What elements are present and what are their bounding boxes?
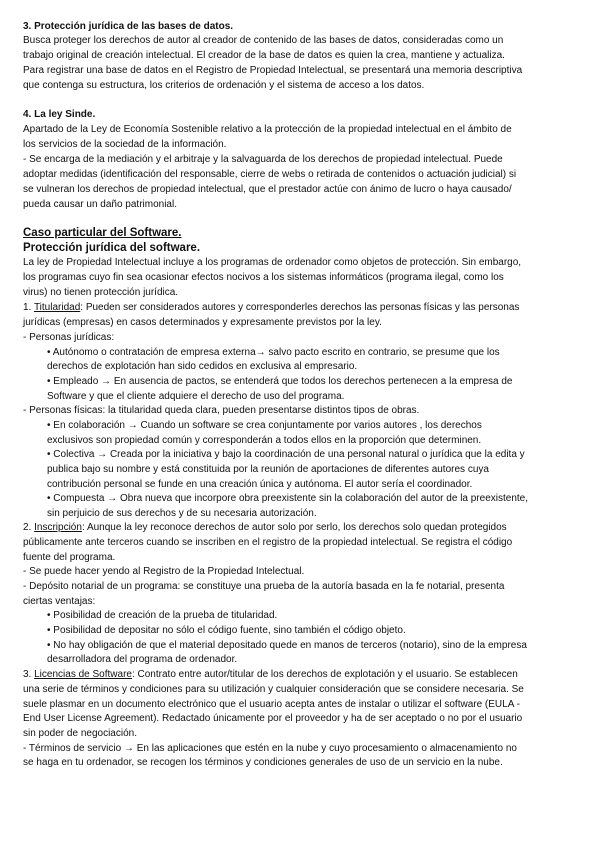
inscripcion-number: 2.: [23, 522, 35, 533]
licencias-line: suele plasmar en un documento electrónico que el usuario acepta antes de instalar o utilizar el software (EULA -: [23, 699, 520, 710]
titularidad-number: 1.: [23, 302, 34, 313]
bullet-autonomo-cont: derechos de explotación han sido cedidos en exclusiva al empresario.: [47, 361, 358, 372]
titularidad-text: : Pueden ser considerados autores y corresponderles derechos las personas físicas y las personas: [80, 302, 520, 313]
section-3-line: que contenga su estructura, los criterios de ordenación y el sistema de acceso a los datos.: [23, 80, 425, 91]
titularidad-line: jurídicas (empresas) en casos determinados y expresamente previstos por la ley.: [23, 317, 382, 328]
section-4-line: pueda causar un daño patrimonial.: [23, 199, 177, 210]
section-4-line: se vulneran los derechos de propiedad intelectual, que el prestador actúe con ánimo de lucro o haya causado/: [23, 184, 512, 195]
licencias-line: End User License Agreement). Redactado únicamente por el proveedor y ha de ser aceptado o no por el usuario: [23, 713, 523, 724]
bullet-obligacion-cont: desarrolladora del programa de ordenador.: [47, 654, 238, 665]
section-3-heading: 3. Protección jurídica de las bases de datos.: [23, 21, 234, 32]
case-title: Caso particular del Software.: [23, 227, 182, 239]
bullet-compuesta-cont: sin perjuicio de sus derechos y de su necesaria autorización.: [47, 508, 317, 519]
inscripcion-term: Inscripción: [34, 522, 82, 533]
section-3-line: Para registrar una base de datos en el Registro de Propiedad Intelectual, se presentará una memoria descriptiva: [23, 65, 523, 76]
personas-juridicas: - Personas jurídicas:: [23, 332, 115, 343]
licencias-term: Licencias de Software: [34, 669, 132, 680]
inscripcion-line: fuente del programa.: [23, 552, 116, 563]
inscripcion-registro: - Se puede hacer yendo al Registro de la Propiedad Intelectual.: [23, 566, 305, 577]
licencias-text: : Contrato entre autor/titular de los derechos de explotación y el usuario. Se establecen: [131, 669, 518, 680]
personas-fisicas: - Personas físicas: la titularidad queda clara, pueden presentarse distintos tipos de obras.: [23, 405, 420, 416]
bullet-prueba: • Posibilidad de creación de la prueba de titularidad.: [47, 610, 278, 621]
inscripcion-deposito: - Depósito notarial de un programa: se constituye una prueba de la autoría basada en la fe notarial, presenta: [23, 581, 505, 592]
terminos-servicio: - Términos de servicio → En las aplicaciones que estén en la nube y cuyo procesamiento o almacenamiento no: [23, 743, 517, 754]
case-intro-line: los programas cuyo fin sea ocasionar efectos nocivos a los sistemas informáticos (programa ilegal, como los: [23, 272, 504, 283]
licencias-line: una serie de términos y condiciones para su utilización y cualquier consideración que se considere necesaria. Se: [23, 684, 524, 695]
case-intro-line: virus) no tienen protección jurídica.: [23, 287, 179, 298]
inscripcion-deposito-cont: ciertas ventajas:: [23, 596, 96, 607]
section-4-line: adoptar medidas (identificación del responsable, cierre de webs o retirada de contenidos o actuación judicial) si: [23, 169, 517, 180]
bullet-empleado: • Empleado → En ausencia de pactos, se entenderá que todos los derechos pertenecen a la empresa de: [47, 376, 513, 387]
section-4-line: Apartado de la Ley de Economía Sostenible relativo a la protección de la propiedad intelectual en el ámbito de: [23, 124, 512, 135]
bullet-codigo: • Posibilidad de depositar no sólo el código fuente, sino también el código objeto.: [47, 625, 406, 636]
bullet-autonomo: • Autónomo o contratación de empresa externa→ salvo pacto escrito en contrario, se presume que los: [47, 347, 500, 358]
section-4-line: los servicios de la sociedad de la información.: [23, 139, 227, 150]
licencias-item: [23, 669, 518, 681]
licencias-line: sin poder de negociación.: [23, 728, 137, 739]
licencias-number: 3.: [23, 669, 35, 680]
bullet-colectiva-cont: publica bajo su nombre y está constituida por la reunión de aportaciones de diferentes autores cuya: [47, 464, 489, 475]
section-4-line: - Se encarga de la mediación y el arbitraje y la salvaguarda de los derechos de propiedad intelectual. Puede: [23, 154, 503, 165]
case-subtitle: Protección jurídica del software.: [23, 242, 201, 254]
bullet-colaboracion: • En colaboración → Cuando un software se crea conjuntamente por varios autores , los derechos: [47, 420, 482, 431]
bullet-colectiva: • Colectiva → Creada por la iniciativa y bajo la coordinación de una personal natural o jurídica que la edita y: [47, 449, 525, 460]
bullet-obligacion: • No hay obligación de que el material depositado quede en manos de terceros (notario), sino de la empresa: [47, 640, 527, 651]
section-3-line: Busca proteger los derechos de autor al creador de contenido de las bases de datos, consideradas como un: [23, 35, 504, 46]
bullet-colectiva-cont: contribución personal se funde en una creación única y autónoma. El autor sería el coordinador.: [47, 479, 473, 490]
inscripcion-item: [23, 522, 507, 534]
terminos-servicio-cont: se haga en tu ordenador, se recogen los términos y condiciones generales de uso de un servicio en la nube.: [23, 757, 503, 768]
inscripcion-text: : Aunque la ley reconoce derechos de autor solo por serlo, los derechos solo quedan protegidos: [81, 522, 507, 533]
section-3-line: trabajo original de creación intelectual. El creador de la base de datos es quien la crea, mantiene y actualiza.: [23, 50, 505, 61]
bullet-empleado-cont: Software y que el cliente adquiere el derecho de uso del programa.: [47, 391, 345, 402]
case-intro-line: La ley de Propiedad Intelectual incluye a los programas de ordenador como objetos de protección. Sin embargo,: [23, 257, 522, 268]
bullet-colaboracion-cont: exclusivos son propiedad común y corresponderán a todos ellos en la proporción que determinen.: [47, 435, 482, 446]
bullet-compuesta: • Compuesta → Obra nueva que incorpore obra preexistente sin la colaboración del autor de la preexistente,: [47, 493, 529, 504]
titularidad-term: Titularidad: [33, 302, 81, 313]
section-4-heading: 4. La ley Sinde.: [23, 109, 96, 120]
titularidad-item: [23, 302, 519, 314]
inscripcion-line: públicamente ante terceros cuando se inscriben en el registro de la propiedad intelectual. Se registra el código: [23, 537, 513, 548]
